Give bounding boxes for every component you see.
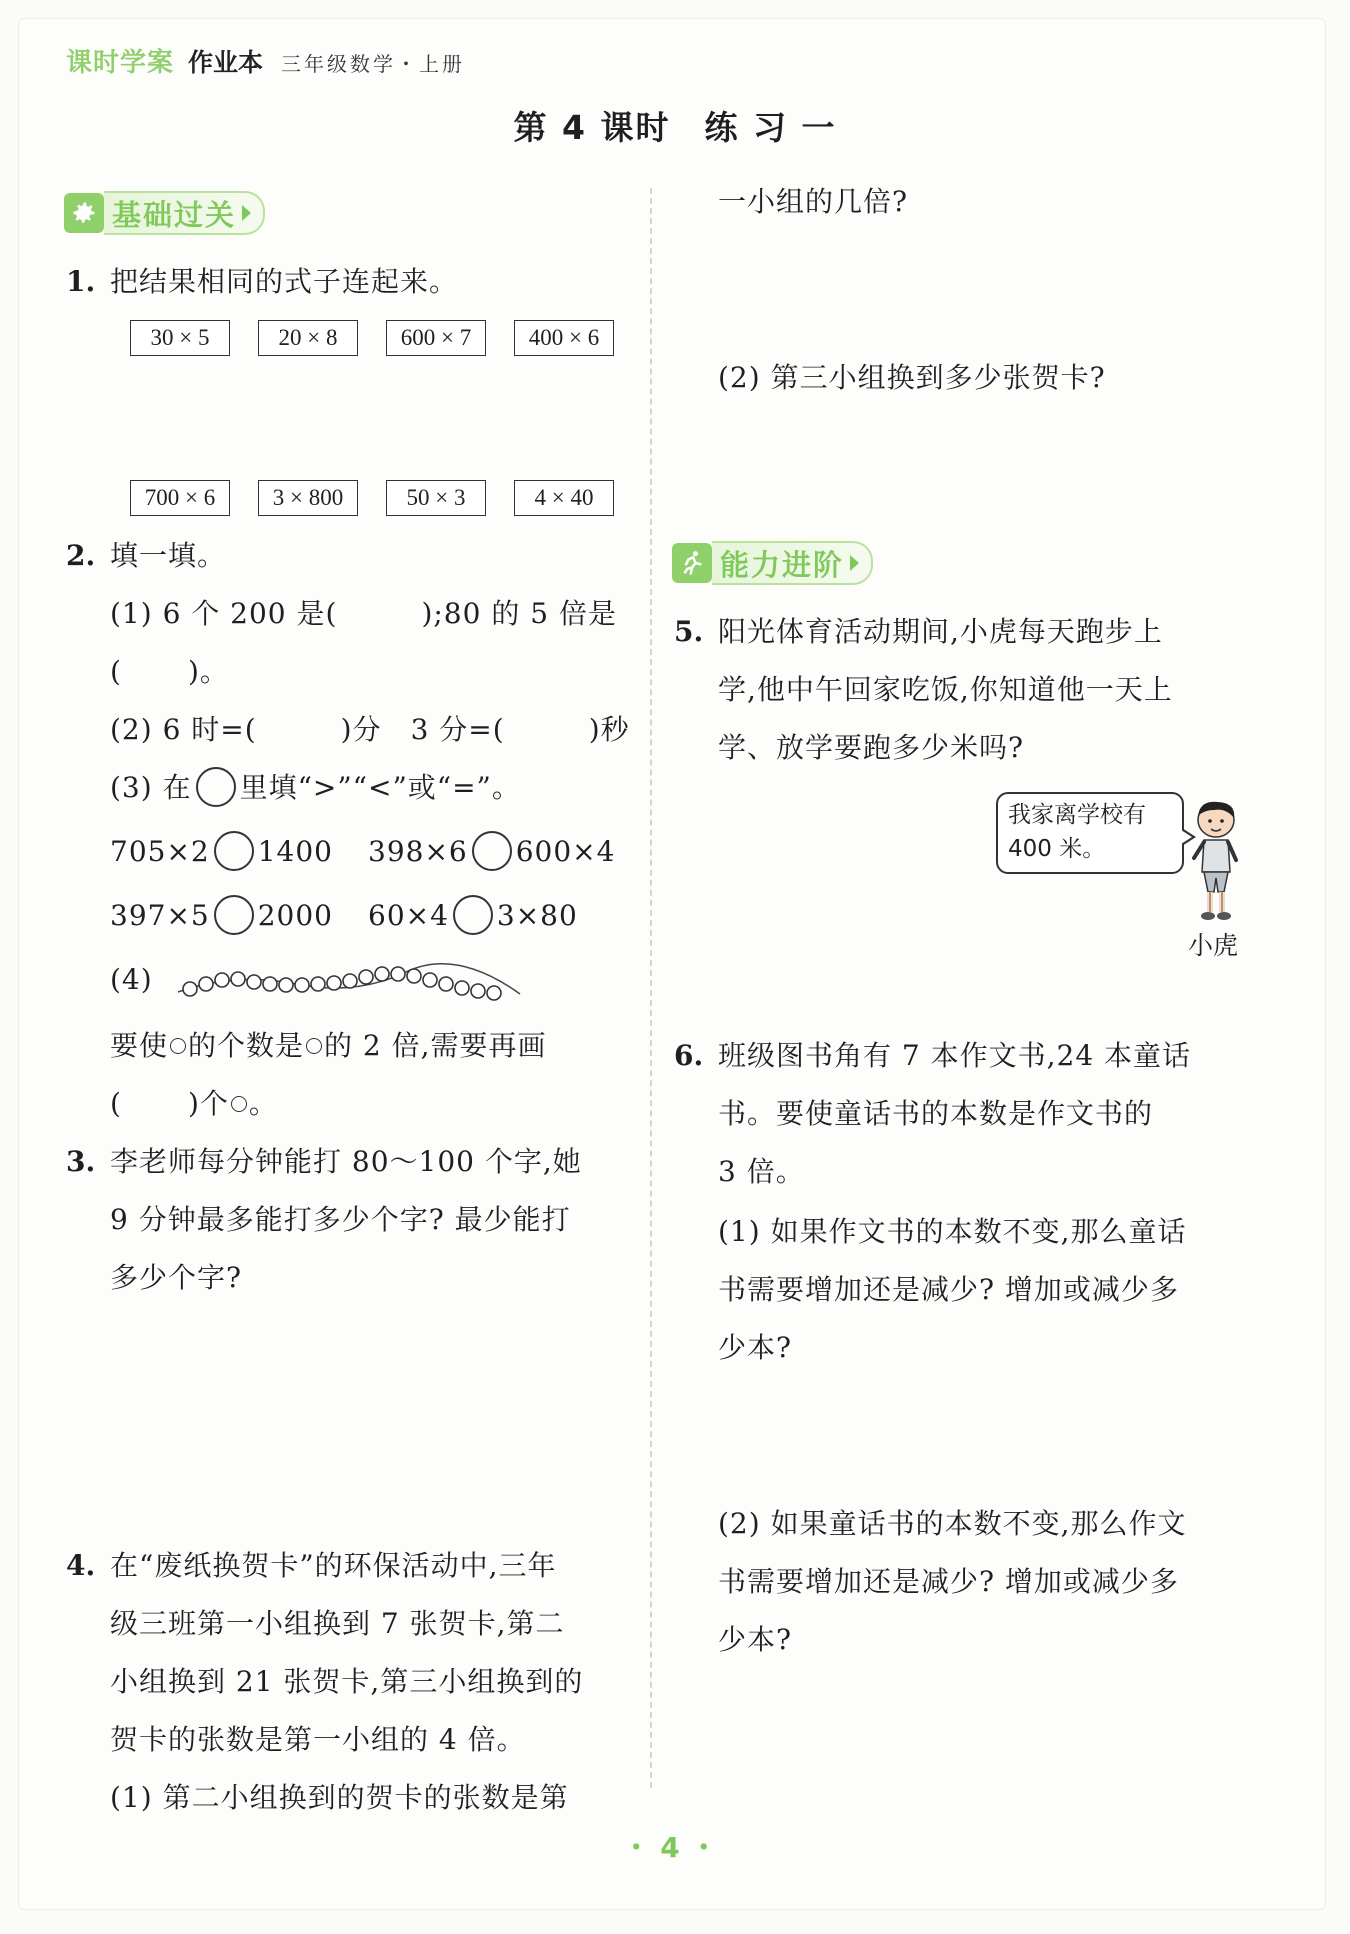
q2-part4-label: (4)	[110, 963, 153, 996]
question-3-line1: 李老师每分钟能打 80～100 个字,她	[110, 1145, 582, 1178]
expr-box[interactable]: 4 × 40	[514, 480, 614, 516]
expr-box[interactable]: 600 × 7	[386, 320, 486, 356]
question-5-number: 5.	[674, 615, 704, 648]
question-2-number: 2.	[66, 539, 96, 572]
question-5-line3: 学、放学要跑多少米吗?	[718, 731, 1025, 764]
compare-row-2b: 60×4 3×80	[368, 896, 578, 938]
arrow-right-icon	[242, 205, 251, 221]
question-6-part2-line2: 书需要增加还是减少? 增加或减少多	[718, 1565, 1179, 1598]
question-4-line1: 在“废纸换贺卡”的环保活动中,三年	[110, 1549, 557, 1582]
lesson-number: 第 4 课时	[513, 108, 671, 147]
question-5-line2: 学,他中午回家吃饭,你知道他一天上	[718, 673, 1173, 706]
question-3-number: 3.	[66, 1145, 96, 1178]
expr-box[interactable]: 400 × 6	[514, 320, 614, 356]
compare-circle[interactable]	[214, 831, 254, 871]
compare-row-1b: 398×6 600×4	[368, 832, 615, 874]
boy-illustration	[1186, 800, 1244, 926]
question-6-part2-line3: 少本?	[718, 1623, 793, 1656]
question-4-number: 4.	[66, 1549, 96, 1582]
question-4-line2: 级三班第一小组换到 7 张贺卡,第二	[110, 1607, 565, 1640]
compare-circle[interactable]	[453, 895, 493, 935]
grade-label: 三年级数学・上册	[281, 52, 466, 76]
lesson-name: 练 习 一	[704, 108, 837, 147]
q2-part1-line1: (1) 6 个 200 是( );80 的 5 倍是	[110, 597, 617, 630]
question-6-part1-line3: 少本?	[718, 1331, 793, 1364]
q2-part2-line: (2) 6 时=( )分 3 分=( )秒	[110, 713, 630, 746]
expr-box[interactable]: 700 × 6	[130, 480, 230, 516]
question-2-text: 填一填。	[110, 539, 227, 572]
expr-box[interactable]: 50 × 3	[386, 480, 486, 516]
page-number: ・4・	[622, 1831, 728, 1864]
question-6-number: 6.	[674, 1039, 704, 1072]
section-basic-label: 基础过关	[112, 197, 237, 232]
small-circle-icon	[170, 1038, 186, 1054]
question-6-line1: 班级图书角有 7 本作文书,24 本童话	[718, 1039, 1192, 1072]
question-6-part1-line2: 书需要增加还是减少? 增加或减少多	[718, 1273, 1179, 1306]
q2-part4-line2: ( )个 。	[110, 1087, 278, 1120]
question-1-number: 1.	[66, 265, 96, 298]
q2-part4-line1: 要使 的个数是 的 2 倍,需要再画	[110, 1029, 547, 1062]
runner-icon	[672, 543, 712, 583]
question-6-line2: 书。要使童话书的本数是作文书的	[718, 1097, 1154, 1130]
question-5-line1: 阳光体育活动期间,小虎每天跑步上	[718, 615, 1163, 648]
section-basic	[64, 190, 265, 236]
q2-part1-line2: ( )。	[110, 655, 229, 688]
compare-circle[interactable]	[472, 831, 512, 871]
question-3-line3: 多少个字?	[110, 1261, 243, 1294]
compare-row-1: 705×2 1400	[110, 832, 333, 874]
page-title	[0, 102, 1350, 149]
column-divider	[650, 188, 652, 1788]
question-4-line6: 一小组的几倍?	[718, 185, 909, 218]
compare-circle[interactable]	[214, 895, 254, 935]
expr-box[interactable]: 20 × 8	[258, 320, 358, 356]
expr-box[interactable]: 30 × 5	[130, 320, 230, 356]
circle-icon	[196, 767, 236, 807]
bubble-line2: 400 米。	[1008, 836, 1106, 862]
question-6-part1-line1: (1) 如果作文书的本数不变,那么童话	[718, 1215, 1187, 1248]
question-6-line3: 3 倍。	[718, 1155, 805, 1188]
book-name: 作业本	[188, 48, 264, 77]
section-advanced-label: 能力进阶	[720, 547, 845, 582]
brand-logo: 课时学案	[66, 48, 175, 78]
character-name: 小虎	[1188, 931, 1239, 960]
small-circle-icon	[306, 1038, 322, 1054]
question-6-part2-line1: (2) 如果童话书的本数不变,那么作文	[718, 1507, 1187, 1540]
gear-icon	[64, 193, 104, 233]
arrow-right-icon	[850, 555, 859, 571]
section-advanced	[672, 540, 873, 586]
question-4-part2: (2) 第三小组换到多少张贺卡?	[718, 361, 1106, 394]
expr-box[interactable]: 3 × 800	[258, 480, 358, 516]
compare-row-2: 397×5 2000	[110, 896, 333, 938]
question-3-line2: 9 分钟最多能打多少个字? 最少能打	[110, 1203, 571, 1236]
question-1-text: 把结果相同的式子连起来。	[110, 265, 459, 298]
question-4-line3: 小组换到 21 张贺卡,第三小组换到的	[110, 1665, 584, 1698]
speech-bubble	[996, 792, 1184, 874]
page-header	[66, 42, 465, 82]
question-4-line5: (1) 第二小组换到的贺卡的张数是第	[110, 1781, 569, 1814]
question-4-line4: 贺卡的张数是第一小组的 4 倍。	[110, 1723, 526, 1756]
small-circle-icon	[231, 1096, 247, 1112]
bubble-line1: 我家离学校有	[1008, 802, 1146, 828]
bead-string-figure	[176, 962, 522, 1006]
q2-part3-line: (3) 在 里填“>”“<”或“=”。	[110, 768, 521, 810]
